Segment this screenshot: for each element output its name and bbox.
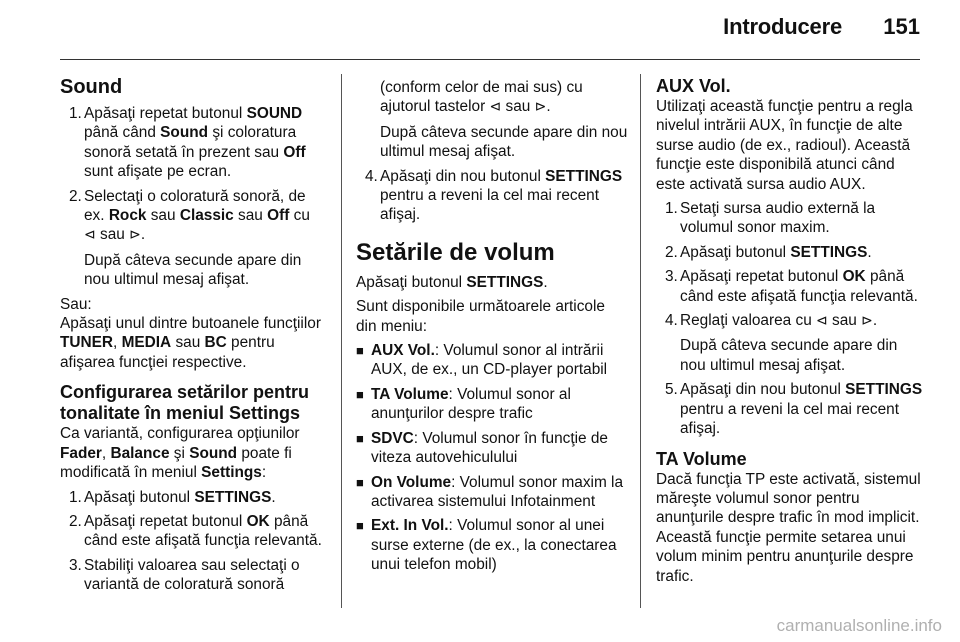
header-divider [60,59,920,60]
bullet-item: ■ SDVC: Volumul sonor în funcţie de viteza autovehiculului [356,429,608,467]
bullet-item: ■ Ext. In Vol.: Volumul sonor al unei surse externe (de ex., la conectarea unui telefon mobil) [356,517,617,574]
section-heading-sound: Sound [60,76,123,98]
paragraph: Dacă funcţia TP este activată, sistemul măreşte volumul sonor pentru anunţurile despre trafic în mod implicit. Această funcţie permite setarea unui volum minim pentru anunţurile despre trafic. [656,470,921,585]
page-title: Introducere [723,14,842,39]
square-bullet-icon: ■ [356,518,364,534]
column-divider [341,74,342,608]
list-item: 1. Apăsaţi butonul SETTINGS. [69,488,276,506]
right-arrow-icon: ⊳ [534,99,547,116]
paragraph: Apăsaţi unul dintre butoanele funcţiilor TUNER, MEDIA sau BC pentru afişarea funcţiei respective. [60,315,321,371]
section-heading-config: Configurarea setărilor pentru tonalitate în meniul Settings [60,382,310,424]
list-item-note: După câteva secunde apare din nou ultimul mesaj afişat. [84,251,302,289]
section-heading-volume: Setările de volum [356,238,555,266]
column-left [60,74,328,600]
paragraph: Apăsaţi butonul SETTINGS. [356,273,548,291]
list-item-continuation: (conform celor de mai sus) cu ajutorul tastelor ⊲ sau ⊳. [380,79,583,116]
watermark-text: carmanualsonline.info [776,616,942,635]
left-arrow-icon: ⊲ [84,227,96,244]
square-bullet-icon: ■ [356,386,364,402]
section-heading-aux: AUX Vol. [656,76,731,96]
list-item: 4. Reglaţi valoarea cu ⊲ sau ⊳. [665,312,878,330]
column-divider [640,74,641,608]
list-item-note: După câteva secunde apare din nou ultimul mesaj afişat. [380,123,628,161]
page-number: 151 [883,14,920,39]
right-arrow-icon: ⊳ [861,313,873,330]
paragraph: Sunt disponibile următoarele articole din meniu: [356,298,605,335]
list-item: 2. Apăsaţi butonul SETTINGS. [665,243,872,261]
paragraph: Ca variantă, configurarea opţiunilor Fader, Balance şi Sound poate fi modificată în meniul Settings: [60,425,300,482]
square-bullet-icon: ■ [356,474,364,490]
square-bullet-icon: ■ [356,343,364,359]
list-item: 3. Apăsaţi repetat butonul OK până când este afişată funcţia relevantă. [665,268,918,305]
list-item: 4. Apăsaţi din nou butonul SETTINGS pentru a reveni la cel mai recent afişaj. [365,167,623,224]
list-item: 2. Selectaţi o coloratură sonoră, de ex. Rock sau Classic sau Off cu ⊲ sau ⊳. [69,187,310,244]
paragraph: Sau: [60,295,92,313]
page-header [0,0,960,62]
square-bullet-icon: ■ [356,430,364,446]
bullet-item: ■ On Volume: Volumul sonor maxim la activarea sistemului Infotainment [356,473,624,510]
list-item: 3. Stabiliţi valoarea sau selectaţi o variantă de coloratură sonoră [69,556,300,594]
column-right [656,74,926,591]
left-arrow-icon: ⊲ [816,313,828,330]
list-item: 2. Apăsaţi repetat butonul OK până când este afişată funcţia relevantă. [69,512,322,550]
list-item: 5. Apăsaţi din nou butonul SETTINGS pentru a reveni la cel mai recent afişaj. [665,381,923,438]
column-middle [356,74,628,580]
list-item-note: După câteva secunde apare din nou ultimul mesaj afişat. [680,337,898,374]
right-arrow-icon: ⊳ [129,227,141,244]
bullet-item: ■ AUX Vol.: Volumul sonor al intrării AUX, de ex., un CD-player portabil [356,342,608,379]
list-item: 1. Setaţi sursa audio externă la volumul sonor maxim. [665,200,876,237]
left-arrow-icon: ⊲ [489,99,502,116]
paragraph: Utilizaţi această funcţie pentru a regla nivelul intrării AUX, în funcţie de alte surse audio (de ex., radioul). Această funcţie este disponibilă atunci când este activată sursa audio AUX. [656,98,913,193]
bullet-item: ■ TA Volume: Volumul sonor al anunţurilor despre trafic [356,385,571,423]
section-heading-ta-volume: TA Volume [656,448,747,469]
list-item: 1. Apăsaţi repetat butonul SOUND până când Sound şi coloratura sonoră setată în prezent sau Off sunt afişate pe ecran. [69,105,306,181]
